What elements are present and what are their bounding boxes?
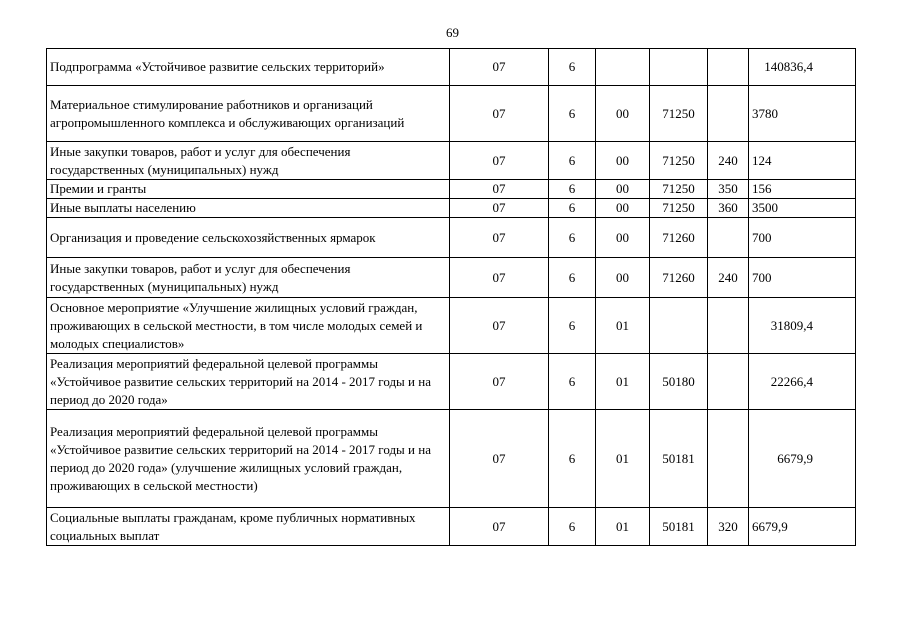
target-code-cell: 50180 — [650, 354, 708, 410]
expense-type-cell — [708, 218, 749, 258]
section-cell: 07 — [450, 298, 549, 354]
subsection-cell: 6 — [549, 508, 596, 546]
expense-type-cell: 320 — [708, 508, 749, 546]
sum-cell: 3780 — [749, 86, 856, 142]
row-name-cell: Иные выплаты населению — [47, 199, 450, 218]
sum-cell: 124 — [749, 142, 856, 180]
target-code-cell: 71250 — [650, 142, 708, 180]
expense-type-cell — [708, 86, 749, 142]
expense-type-cell — [708, 410, 749, 508]
sum-cell: 700 — [749, 218, 856, 258]
subsection-cell: 6 — [549, 258, 596, 298]
expense-type-cell: 350 — [708, 180, 749, 199]
target-code-cell: 50181 — [650, 508, 708, 546]
sum-cell: 700 — [749, 258, 856, 298]
section-cell: 07 — [450, 86, 549, 142]
target-code-cell: 71250 — [650, 199, 708, 218]
budget-table — [46, 48, 856, 546]
target-code-cell — [650, 49, 708, 86]
row-name-cell: Социальные выплаты гражданам, кроме публичных нормативных социальных выплат — [47, 508, 450, 546]
subsection-cell: 6 — [549, 86, 596, 142]
subsection-cell: 6 — [549, 410, 596, 508]
program-item-cell: 01 — [596, 354, 650, 410]
section-cell: 07 — [450, 508, 549, 546]
row-name-cell: Реализация мероприятий федеральной целевой программы «Устойчивое развитие сельских территорий на 2014 - 2017 годы и на период до 2020 года» (улучшение жилищных условий граждан, проживающих в сельской местности) — [47, 410, 450, 508]
program-item-cell: 00 — [596, 142, 650, 180]
table-row — [47, 218, 856, 258]
table-row — [47, 199, 856, 218]
table-row — [47, 298, 856, 354]
sum-cell: 6679,9 — [749, 508, 856, 546]
table-row — [47, 86, 856, 142]
program-item-cell: 01 — [596, 508, 650, 546]
subsection-cell: 6 — [549, 49, 596, 86]
row-name-cell: Премии и гранты — [47, 180, 450, 199]
program-item-cell — [596, 49, 650, 86]
subsection-cell: 6 — [549, 354, 596, 410]
row-name-cell: Организация и проведение сельскохозяйственных ярмарок — [47, 218, 450, 258]
sum-cell: 3500 — [749, 199, 856, 218]
sum-cell: 140836,4 — [749, 49, 856, 86]
section-cell: 07 — [450, 410, 549, 508]
row-name-cell: Иные закупки товаров, работ и услуг для обеспечения государственных (муниципальных) нужд — [47, 258, 450, 298]
table-row — [47, 142, 856, 180]
target-code-cell: 50181 — [650, 410, 708, 508]
section-cell: 07 — [450, 218, 549, 258]
table-row — [47, 410, 856, 508]
program-item-cell: 00 — [596, 180, 650, 199]
program-item-cell: 01 — [596, 298, 650, 354]
target-code-cell — [650, 298, 708, 354]
program-item-cell: 00 — [596, 86, 650, 142]
expense-type-cell: 240 — [708, 142, 749, 180]
program-item-cell: 00 — [596, 218, 650, 258]
target-code-cell: 71250 — [650, 180, 708, 199]
section-cell: 07 — [450, 199, 549, 218]
subsection-cell: 6 — [549, 298, 596, 354]
expense-type-cell — [708, 49, 749, 86]
row-name-cell: Подпрограмма «Устойчивое развитие сельских территорий» — [47, 49, 450, 86]
sum-cell: 6679,9 — [749, 410, 856, 508]
program-item-cell: 00 — [596, 199, 650, 218]
section-cell: 07 — [450, 142, 549, 180]
program-item-cell: 01 — [596, 410, 650, 508]
subsection-cell: 6 — [549, 142, 596, 180]
section-cell: 07 — [450, 354, 549, 410]
expense-type-cell: 240 — [708, 258, 749, 298]
row-name-cell: Материальное стимулирование работников и организаций агропромышленного комплекса и обслуживающих организаций — [47, 86, 450, 142]
target-code-cell: 71260 — [650, 258, 708, 298]
table-row — [47, 508, 856, 546]
table-row — [47, 49, 856, 86]
row-name-cell: Иные закупки товаров, работ и услуг для обеспечения государственных (муниципальных) нужд — [47, 142, 450, 180]
table-row — [47, 180, 856, 199]
page-number: 69 — [446, 25, 459, 40]
subsection-cell: 6 — [549, 180, 596, 199]
expense-type-cell — [708, 354, 749, 410]
section-cell: 07 — [450, 49, 549, 86]
table-body — [47, 49, 856, 546]
target-code-cell: 71250 — [650, 86, 708, 142]
target-code-cell: 71260 — [650, 218, 708, 258]
sum-cell: 22266,4 — [749, 354, 856, 410]
sum-cell: 156 — [749, 180, 856, 199]
sum-cell: 31809,4 — [749, 298, 856, 354]
row-name-cell: Реализация мероприятий федеральной целевой программы «Устойчивое развитие сельских территорий на 2014 - 2017 годы и на период до 2020 года» — [47, 354, 450, 410]
subsection-cell: 6 — [549, 218, 596, 258]
program-item-cell: 00 — [596, 258, 650, 298]
section-cell: 07 — [450, 258, 549, 298]
table-row — [47, 258, 856, 298]
subsection-cell: 6 — [549, 199, 596, 218]
expense-type-cell — [708, 298, 749, 354]
row-name-cell: Основное мероприятие «Улучшение жилищных условий граждан, проживающих в сельской местности, в том числе молодых семей и молодых специалистов» — [47, 298, 450, 354]
section-cell: 07 — [450, 180, 549, 199]
table-row — [47, 354, 856, 410]
expense-type-cell: 360 — [708, 199, 749, 218]
